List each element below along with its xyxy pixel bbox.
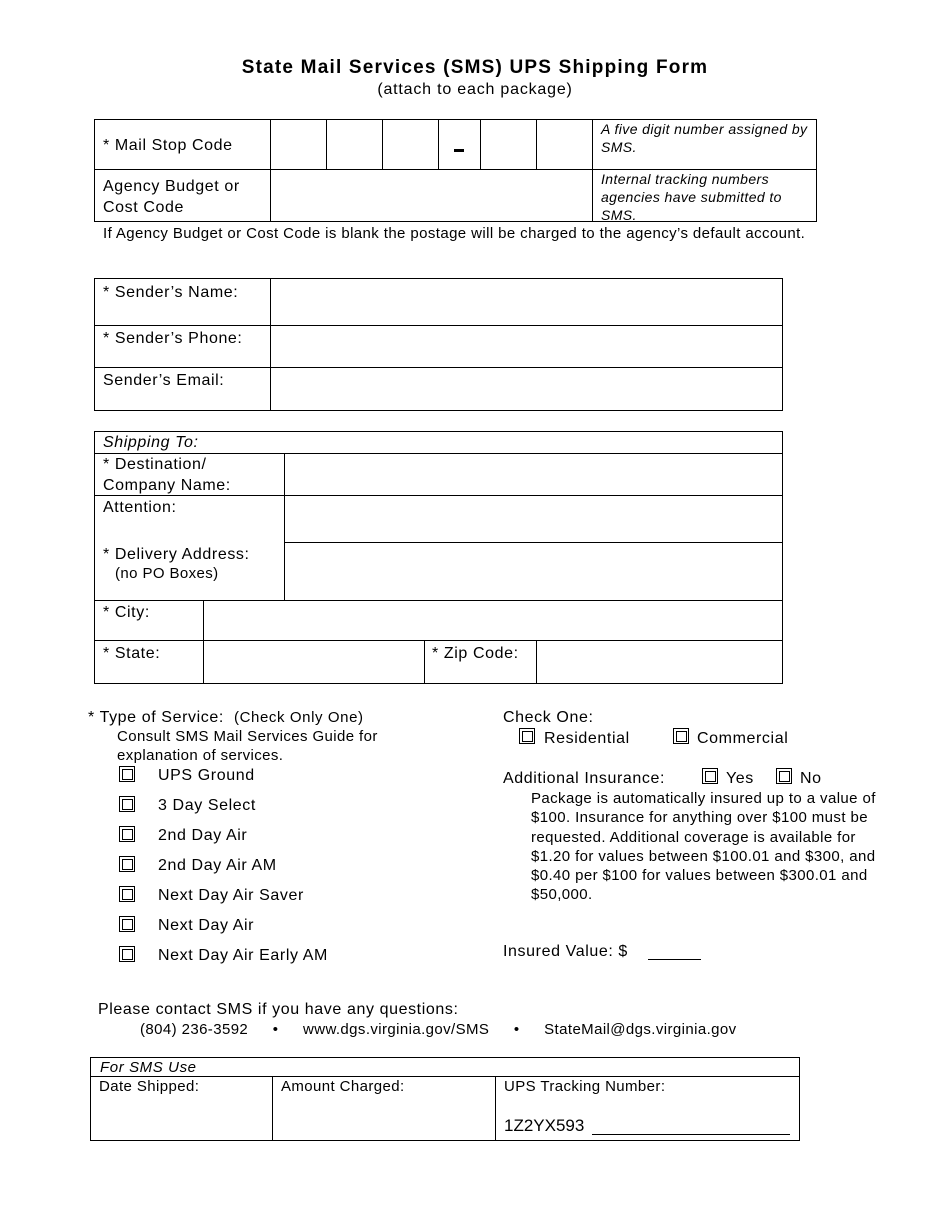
commercial-checkbox[interactable]: [673, 728, 689, 744]
page-subtitle: (attach to each package): [377, 81, 573, 98]
insured-value-input[interactable]: [648, 940, 701, 960]
contact-email[interactable]: StateMail@dgs.virginia.gov: [544, 1021, 737, 1038]
contact-prompt: Please contact SMS if you have any questions:: [98, 1001, 459, 1018]
state-input[interactable]: [204, 641, 424, 683]
insured-value-label: Insured Value: $: [503, 943, 628, 960]
service-option-label: 2nd Day Air: [158, 827, 248, 844]
date-shipped-label: Date Shipped:: [99, 1078, 200, 1095]
insurance-no-label: No: [800, 770, 822, 787]
delivery-address-label: * Delivery Address:: [103, 546, 250, 563]
sender-name-label: * Sender’s Name:: [103, 284, 239, 301]
amount-charged-label: Amount Charged:: [281, 1078, 405, 1095]
city-input[interactable]: [204, 601, 782, 640]
insurance-label: Additional Insurance:: [503, 770, 666, 787]
service-label: * Type of Service: (Check Only One): [88, 709, 364, 726]
zip-input[interactable]: [537, 641, 782, 683]
mail-stop-label: * Mail Stop Code: [103, 137, 233, 154]
mail-stop-digit-3[interactable]: [383, 120, 438, 169]
sender-phone-label: * Sender’s Phone:: [103, 330, 243, 347]
service-option-label: UPS Ground: [158, 767, 255, 784]
residential-label: Residential: [544, 730, 630, 747]
budget-code-label: Agency Budget or Cost Code: [103, 178, 240, 216]
mail-stop-note: A five digit number assigned by SMS.: [601, 121, 808, 155]
service-option-label: 2nd Day Air AM: [158, 857, 277, 874]
mail-stop-dash: [454, 149, 464, 152]
insurance-note: Package is automatically insured up to a value of $100. Insurance for anything over $100 must be requested. Additional coverage is available for $1.20 for values between $100.01 and $300, and $0.40 per $100 for values between $300.01 and $50,000.: [531, 790, 876, 904]
sender-email-input[interactable]: [271, 368, 782, 410]
mail-stop-digit-1[interactable]: [271, 120, 326, 169]
service-hint: (Check Only One): [234, 709, 364, 726]
delivery-address-sublabel: (no PO Boxes): [115, 565, 219, 582]
budget-code-note: Internal tracking numbers agencies have submitted to SMS.: [601, 171, 782, 223]
service-option-label: Next Day Air Early AM: [158, 947, 328, 964]
shipping-to-header: Shipping To:: [103, 434, 199, 451]
check-one-label: Check One:: [503, 709, 594, 726]
zip-label: * Zip Code:: [432, 645, 519, 662]
city-label: * City:: [103, 604, 150, 621]
tracking-number-value: 1Z2YX593: [504, 1116, 585, 1135]
service-option-checkbox[interactable]: [119, 916, 135, 932]
insurance-yes-checkbox[interactable]: [702, 768, 718, 784]
service-option-checkbox[interactable]: [119, 766, 135, 782]
sender-email-label: Sender’s Email:: [103, 372, 225, 389]
contact-line: [140, 1020, 737, 1039]
delivery-address-field[interactable]: [285, 543, 782, 600]
service-option-checkbox[interactable]: [119, 946, 135, 962]
insurance-no-checkbox[interactable]: [776, 768, 792, 784]
service-option-checkbox[interactable]: [119, 856, 135, 872]
mail-stop-digit-4[interactable]: [481, 120, 536, 169]
state-label: * State:: [103, 645, 161, 662]
contact-phone: (804) 236-3592: [140, 1021, 249, 1038]
destination-input[interactable]: [285, 454, 782, 495]
sender-phone-input[interactable]: [271, 326, 782, 367]
sms-use-header: For SMS Use: [100, 1059, 197, 1076]
separator-1: •: [272, 1021, 279, 1038]
separator-2: •: [513, 1021, 520, 1038]
page-title: State Mail Services (SMS) UPS Shipping Form: [241, 57, 709, 78]
attention-input[interactable]: [285, 496, 782, 542]
destination-label: * Destination/ Company Name:: [103, 456, 231, 494]
budget-code-input[interactable]: [271, 170, 592, 221]
residential-checkbox[interactable]: [519, 728, 535, 744]
service-option-checkbox[interactable]: [119, 796, 135, 812]
budget-blank-notice: If Agency Budget or Cost Code is blank the postage will be charged to the agency’s default account.: [103, 225, 806, 242]
service-option-label: Next Day Air Saver: [158, 887, 304, 904]
sender-name-input[interactable]: [271, 279, 782, 325]
mail-stop-digit-2[interactable]: [327, 120, 382, 169]
service-option-label: Next Day Air: [158, 917, 255, 934]
service-guide: Consult SMS Mail Services Guide for explanation of services.: [117, 728, 378, 764]
commercial-label: Commercial: [697, 730, 789, 747]
attention-label: Attention:: [103, 499, 177, 516]
service-option-checkbox[interactable]: [119, 826, 135, 842]
contact-website[interactable]: www.dgs.virginia.gov/SMS: [303, 1021, 490, 1038]
service-option-label: 3 Day Select: [158, 797, 256, 814]
tracking-number-underline: [592, 1134, 790, 1135]
service-option-checkbox[interactable]: [119, 886, 135, 902]
tracking-number-label: UPS Tracking Number:: [504, 1078, 666, 1095]
mail-stop-digit-5[interactable]: [537, 120, 592, 169]
insurance-yes-label: Yes: [726, 770, 754, 787]
